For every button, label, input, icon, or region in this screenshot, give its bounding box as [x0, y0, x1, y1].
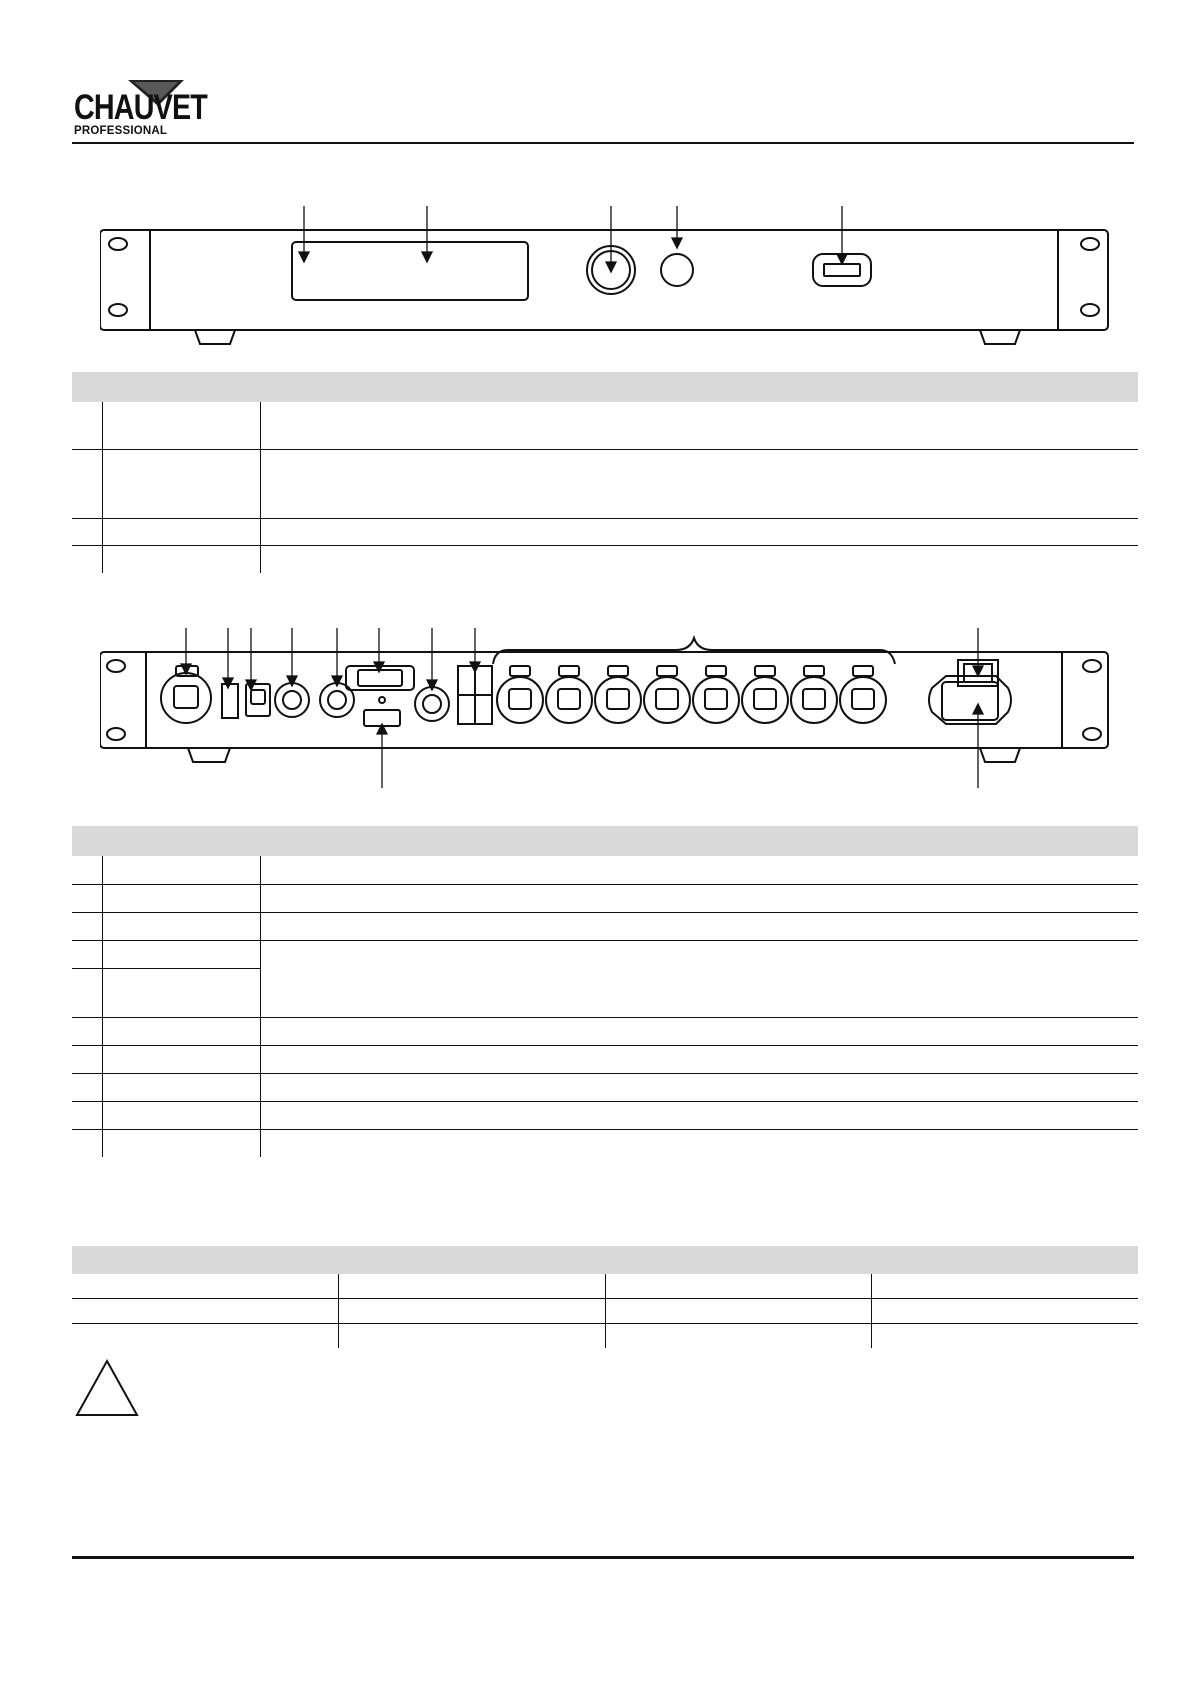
table-cell: [72, 1324, 339, 1349]
row-description: [260, 1045, 1138, 1073]
table-row: [72, 1299, 1138, 1324]
row-number: [72, 449, 102, 518]
row-number: [72, 856, 102, 884]
table-header-cell: [72, 372, 102, 402]
table-cell: [605, 1274, 872, 1299]
row-item: [102, 968, 260, 1017]
ethercon-port: [791, 666, 837, 723]
row-number: [72, 968, 102, 1017]
row-number: [72, 1129, 102, 1157]
row-item: [102, 402, 260, 449]
row-item: [102, 1129, 260, 1157]
table-cell: [72, 1274, 339, 1299]
ethercon-port: [497, 666, 543, 723]
footer-divider: [72, 1556, 1134, 1559]
front-panel-table: [72, 372, 1138, 573]
row-number: [72, 1017, 102, 1045]
table-row: [72, 449, 1138, 518]
row-description: [260, 518, 1138, 545]
row-number: [72, 545, 102, 573]
table-row: [72, 940, 1138, 968]
table-row: [72, 1073, 1138, 1101]
ethercon-ports: [497, 666, 886, 723]
row-number: [72, 912, 102, 940]
ethercon-port: [546, 666, 592, 723]
table-cell: [339, 1274, 606, 1299]
row-item: [102, 856, 260, 884]
logo-brand-text: CHAUVET: [74, 88, 207, 127]
row-description: [260, 856, 1138, 884]
row-number: [72, 518, 102, 545]
ethercon-port: [742, 666, 788, 723]
table-row: [72, 884, 1138, 912]
row-description: [260, 545, 1138, 573]
table-header-cell: [339, 1246, 606, 1274]
row-description: [260, 402, 1138, 449]
front-panel-diagram: [100, 206, 1110, 346]
table-header-cell: [605, 1246, 872, 1274]
row-description: [260, 1073, 1138, 1101]
row-item: [102, 518, 260, 545]
row-description: [260, 449, 1138, 518]
ethercon-port: [644, 666, 690, 723]
row-number: [72, 1101, 102, 1129]
table-header-cell: [102, 372, 260, 402]
rear-panel-diagram: [100, 628, 1110, 788]
warning-triangle-icon: [74, 1358, 140, 1418]
table-header-cell: [72, 1246, 339, 1274]
table-cell: [339, 1324, 606, 1349]
row-item: [102, 884, 260, 912]
row-description: [260, 1017, 1138, 1045]
ethercon-port: [840, 666, 886, 723]
table-row: [72, 1324, 1138, 1349]
table-header-cell: [72, 826, 102, 856]
chauvet-professional-logo: [70, 80, 207, 142]
table-cell: [339, 1299, 606, 1324]
table-header-row: [72, 826, 1138, 856]
table-header-row: [72, 1246, 1138, 1274]
table-cell: [872, 1274, 1139, 1299]
table-row: [72, 912, 1138, 940]
row-description: [260, 1101, 1138, 1129]
row-description: [260, 940, 1138, 1017]
rear-panel-table: [72, 826, 1138, 1157]
row-item: [102, 545, 260, 573]
table-row: [72, 1045, 1138, 1073]
power-table: [72, 1246, 1138, 1348]
row-description: [260, 1129, 1138, 1157]
ethercon-port: [693, 666, 739, 723]
table-row: [72, 1274, 1138, 1299]
row-number: [72, 402, 102, 449]
table-cell: [605, 1299, 872, 1324]
row-number: [72, 884, 102, 912]
table-row: [72, 545, 1138, 573]
table-row: [72, 1129, 1138, 1157]
table-header-row: [72, 372, 1138, 402]
row-item: [102, 449, 260, 518]
table-row: [72, 1101, 1138, 1129]
table-cell: [872, 1324, 1139, 1349]
table-cell: [72, 1299, 339, 1324]
row-item: [102, 912, 260, 940]
table-header-cell: [260, 826, 1138, 856]
table-row: [72, 402, 1138, 449]
table-header-cell: [872, 1246, 1139, 1274]
row-item: [102, 1045, 260, 1073]
row-number: [72, 1073, 102, 1101]
row-description: [260, 884, 1138, 912]
table-header-cell: [260, 372, 1138, 402]
row-description: [260, 912, 1138, 940]
table-row: [72, 1017, 1138, 1045]
table-row: [72, 518, 1138, 545]
row-item: [102, 1073, 260, 1101]
row-number: [72, 940, 102, 968]
row-item: [102, 1017, 260, 1045]
table-header-cell: [102, 826, 260, 856]
table-row: [72, 856, 1138, 884]
row-item: [102, 940, 260, 968]
table-cell: [605, 1324, 872, 1349]
row-number: [72, 1045, 102, 1073]
logo-sub-text: PROFESSIONAL: [74, 125, 168, 137]
row-item: [102, 1101, 260, 1129]
ethercon-port: [595, 666, 641, 723]
header-divider: [72, 142, 1134, 144]
table-cell: [872, 1299, 1139, 1324]
